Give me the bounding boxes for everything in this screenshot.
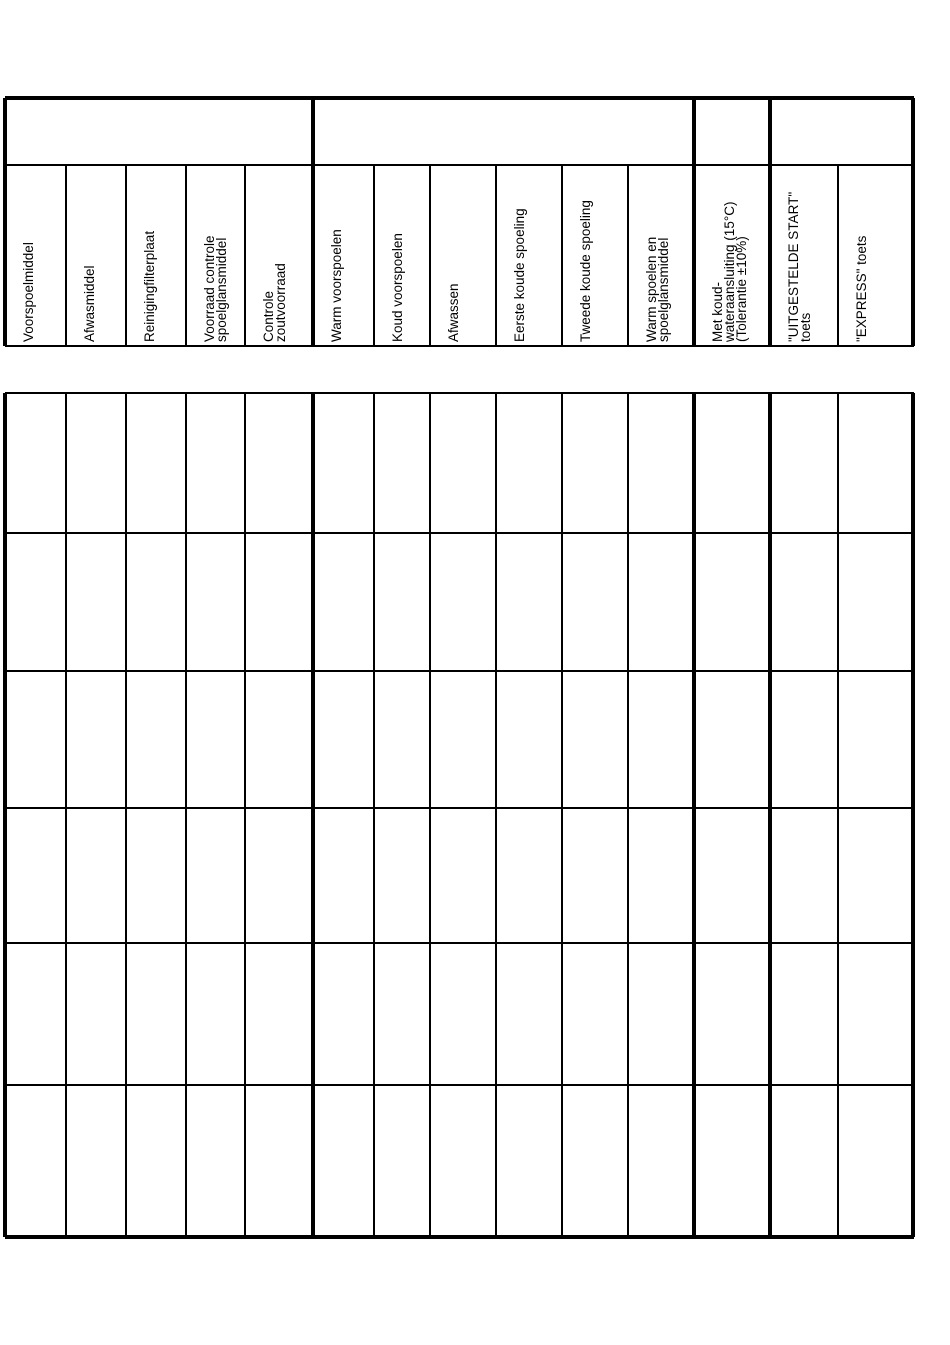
- header-column-line: [244, 165, 246, 346]
- table-cell: [374, 1085, 430, 1237]
- header-column-line: [3, 98, 7, 346]
- column-header-label: Controle zoutvoorraad: [261, 263, 288, 342]
- table-cell: [126, 1085, 186, 1237]
- table-cell: [838, 671, 913, 808]
- group-header-1: [5, 98, 313, 165]
- table-cell: [496, 533, 562, 671]
- table-cell: [562, 808, 628, 943]
- table-cell: [374, 671, 430, 808]
- table-cell: [838, 393, 913, 533]
- table-cell: [694, 943, 770, 1085]
- table-cell: [5, 671, 66, 808]
- table-cell: [770, 1085, 838, 1237]
- table-cell: [245, 808, 313, 943]
- column-header-label: Warm spoelen en spoelglansmiddel: [644, 236, 671, 342]
- table-cell: [562, 943, 628, 1085]
- table-cell: [770, 533, 838, 671]
- table-cell: [838, 943, 913, 1085]
- table-cell: [126, 808, 186, 943]
- header-column-line: [911, 98, 915, 346]
- header-bottom-border: [5, 345, 914, 347]
- table-cell: [5, 1085, 66, 1237]
- table-cell: [313, 533, 374, 671]
- group-divider-line: [5, 164, 914, 166]
- table-cell: [430, 393, 496, 533]
- table-cell: [245, 393, 313, 533]
- table-cell: [5, 943, 66, 1085]
- table-cell: [66, 943, 126, 1085]
- table-cell: [374, 393, 430, 533]
- table-cell: [628, 393, 694, 533]
- table-cell: [313, 393, 374, 533]
- table-cell: [430, 533, 496, 671]
- table-cell: [838, 1085, 913, 1237]
- table-cell: [838, 808, 913, 943]
- table-cell: [186, 943, 245, 1085]
- table-cell: [186, 1085, 245, 1237]
- table-cell: [66, 671, 126, 808]
- table-cell: [66, 533, 126, 671]
- table-cell: [628, 1085, 694, 1237]
- header-top-border: [5, 96, 914, 100]
- table-cell: [186, 533, 245, 671]
- header-column-line: [311, 98, 315, 346]
- table-cell: [496, 671, 562, 808]
- table-cell: [186, 671, 245, 808]
- group-header-3: [694, 98, 770, 165]
- column-header-label: "UITGESTELDE START" toets: [786, 191, 813, 342]
- column-header-label: Reinigingfilterplaat: [142, 230, 157, 342]
- column-header-label: Eerste koude spoeling: [512, 208, 527, 342]
- table-cell: [313, 808, 374, 943]
- column-header-label: Afwassen: [446, 283, 461, 342]
- column-header-label: "EXPRESS" toets: [854, 235, 869, 342]
- table-cell: [770, 671, 838, 808]
- table-cell: [245, 1085, 313, 1237]
- header-column-line: [373, 165, 375, 346]
- table-cell: [313, 1085, 374, 1237]
- table-cell: [430, 943, 496, 1085]
- header-column-line: [185, 165, 187, 346]
- table-cell: [66, 1085, 126, 1237]
- header-column-line: [692, 98, 696, 346]
- column-header-label: Voorraad controle spoelglansmiddel: [202, 235, 229, 342]
- table-cell: [628, 943, 694, 1085]
- table-cell: [770, 808, 838, 943]
- table-cell: [430, 671, 496, 808]
- table-cell: [562, 1085, 628, 1237]
- table-cell: [66, 393, 126, 533]
- table-cell: [562, 533, 628, 671]
- table-cell: [430, 1085, 496, 1237]
- table-cell: [694, 533, 770, 671]
- table-cell: [5, 393, 66, 533]
- table-cell: [496, 943, 562, 1085]
- table-cell: [628, 533, 694, 671]
- table-cell: [838, 533, 913, 671]
- table-cell: [126, 533, 186, 671]
- header-column-line: [627, 165, 629, 346]
- table-cell: [770, 393, 838, 533]
- header-column-line: [561, 165, 563, 346]
- table-cell: [628, 808, 694, 943]
- header-column-line: [495, 165, 497, 346]
- table-cell: [245, 671, 313, 808]
- table-cell: [694, 393, 770, 533]
- table-cell: [562, 671, 628, 808]
- column-header-label: Voorspoelmiddel: [21, 242, 36, 342]
- table-cell: [694, 808, 770, 943]
- table-cell: [313, 671, 374, 808]
- column-header-label: Afwasmiddel: [82, 265, 97, 342]
- header-column-line: [429, 165, 431, 346]
- header-column-line: [125, 165, 127, 346]
- header-column-line: [65, 165, 67, 346]
- column-header-label: Koud voorspoelen: [390, 233, 405, 342]
- table-cell: [245, 943, 313, 1085]
- table-cell: [694, 671, 770, 808]
- table-cell: [562, 393, 628, 533]
- table-cell: [126, 671, 186, 808]
- table-cell: [496, 1085, 562, 1237]
- table-cell: [374, 533, 430, 671]
- group-header-4: [770, 98, 913, 165]
- table-cell: [628, 671, 694, 808]
- table-cell: [126, 943, 186, 1085]
- column-header-label: Tweede koude spoeling: [578, 200, 593, 342]
- header-column-line: [837, 165, 839, 346]
- table-cell: [186, 808, 245, 943]
- table-cell: [186, 393, 245, 533]
- table-cell: [374, 808, 430, 943]
- table-cell: [126, 393, 186, 533]
- table-cell: [430, 808, 496, 943]
- group-header-2: [313, 98, 694, 165]
- table-cell: [66, 808, 126, 943]
- table-cell: [313, 943, 374, 1085]
- table-cell: [245, 533, 313, 671]
- table-cell: [5, 533, 66, 671]
- column-header-label: Met koud- wateraansluiting (15°C) (Tolerantie ±10%): [710, 201, 749, 342]
- column-header-label: Warm voorspoelen: [329, 229, 344, 342]
- table-cell: [5, 808, 66, 943]
- table-cell: [496, 393, 562, 533]
- table-cell: [770, 943, 838, 1085]
- header-column-line: [768, 98, 772, 346]
- table-cell: [496, 808, 562, 943]
- table-cell: [694, 1085, 770, 1237]
- table-cell: [374, 943, 430, 1085]
